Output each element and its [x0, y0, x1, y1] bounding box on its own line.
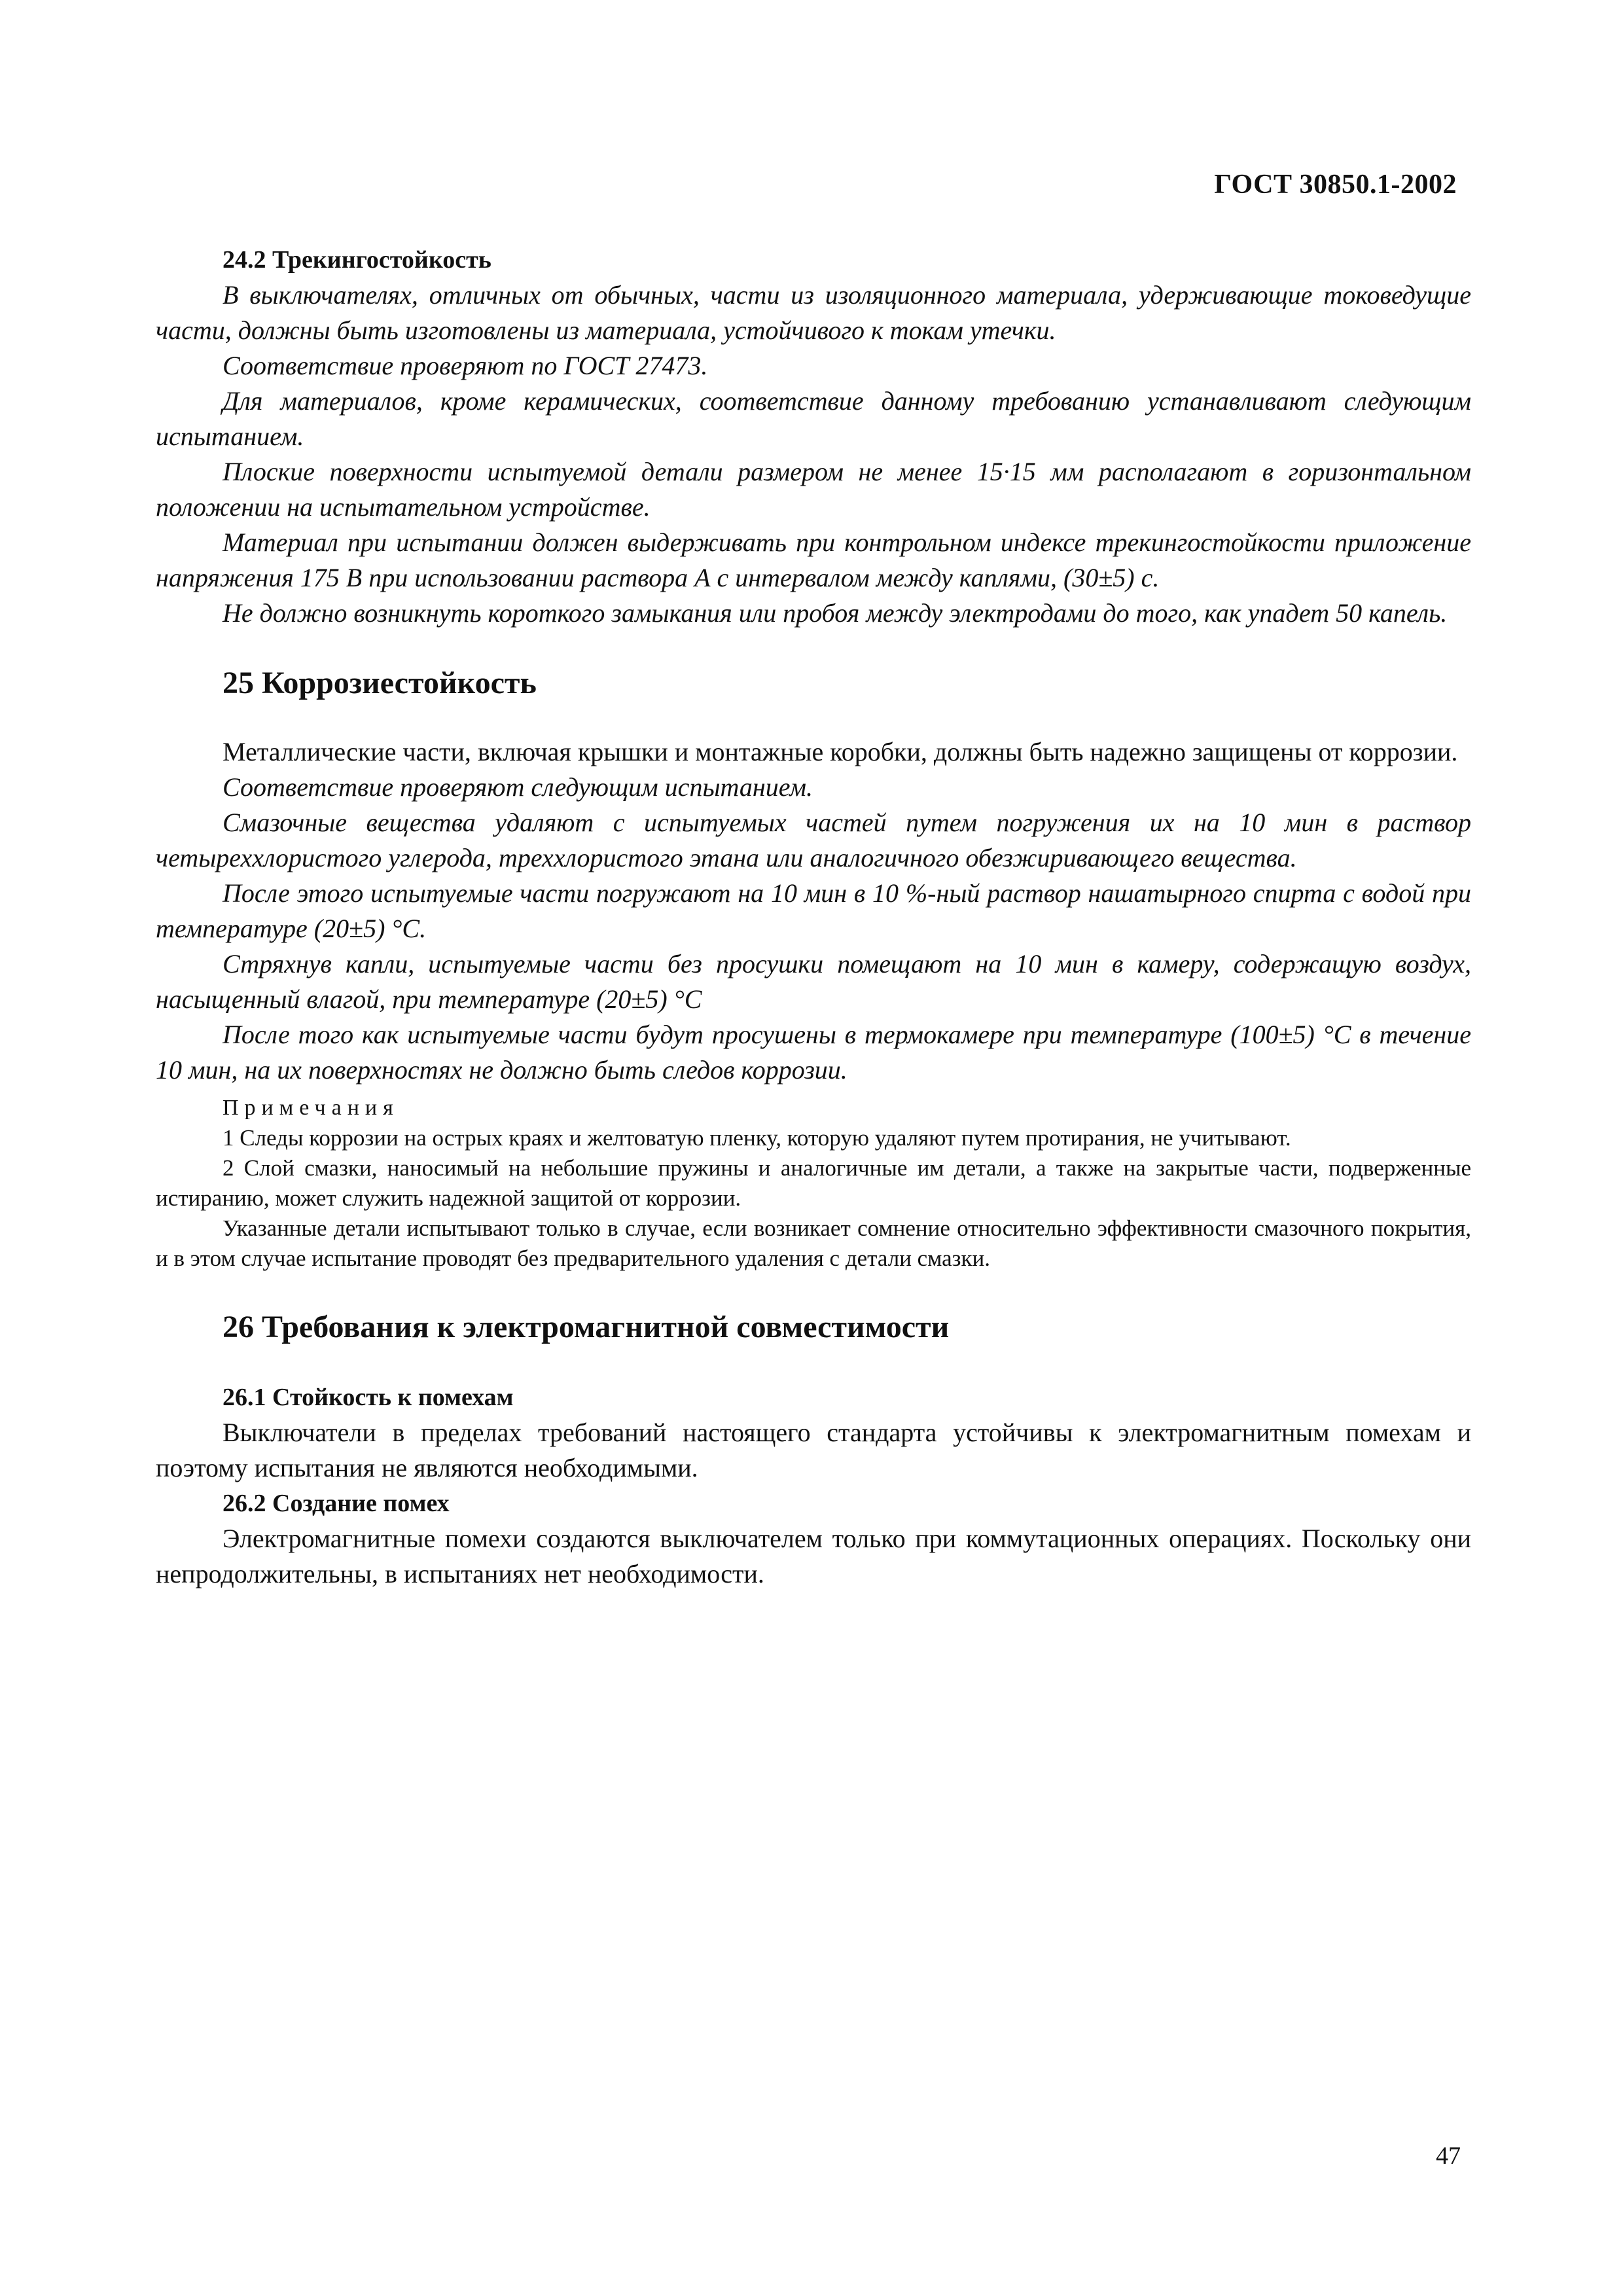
paragraph: Для материалов, кроме керамических, соответствие данному требованию устанавливают следующим испытанием. [156, 386, 1471, 451]
subsection-heading-26-2: 26.2 Создание помех [223, 1490, 450, 1517]
paragraph: Выключатели в пределах требований настоящего стандарта устойчивы к электромагнитным помехам и поэтому испытания не являются необходимыми. [156, 1418, 1471, 1482]
paragraph: Соответствие проверяют по ГОСТ 27473. [223, 351, 708, 380]
notes-heading: Примечания [223, 1096, 399, 1120]
section-heading-25: 25 Коррозиестойкость [223, 666, 537, 700]
paragraph: Плоские поверхности испытуемой детали размером не менее 15·15 мм располагают в горизонтальном положении на испытательном устройстве. [156, 457, 1471, 522]
paragraph: Стряхнув капли, испытуемые части без просушки помещают на 10 мин в камеру, содержащую воздух, насыщенный влагой, при температуре (20±5) °С [156, 949, 1471, 1014]
paragraph: Электромагнитные помехи создаются выключателем только при коммутационных операциях. Поскольку они непродолжительны, в испытаниях нет необходимости. [156, 1524, 1471, 1588]
paragraph: Не должно возникнуть короткого замыкания или пробоя между электродами до того, как упадет 50 капель. [223, 598, 1448, 628]
section-heading-26: 26 Требования к электромагнитной совместимости [223, 1310, 950, 1344]
paragraph: Материал при испытании должен выдерживать при контрольном индексе трекингостойкости приложение напряжения 175 В при использовании раствора А с интервалом между каплями, (30±5) с. [156, 528, 1471, 592]
subsection-heading-24-2: 24.2 Трекингостойкость [223, 246, 491, 274]
page-content [156, 242, 1471, 1592]
paragraph: Соответствие проверяют следующим испытанием. [223, 772, 813, 802]
paragraph: Металлические части, включая крышки и монтажные коробки, должны быть надежно защищены от коррозии. [223, 737, 1458, 766]
note-item: Указанные детали испытывают только в случае, если возникает сомнение относительно эффективности смазочного покрытия, и в этом случае испытание проводят без предварительного удаления с детали смазки. [156, 1215, 1471, 1271]
note-item: 2 Слой смазки, наносимый на небольшие пружины и аналогичные им детали, а также на закрытые части, подверженные истиранию, может служить надежной защитой от коррозии. [156, 1155, 1471, 1211]
paragraph: После того как испытуемые части будут просушены в термокамере при температуре (100±5) °С в течение 10 мин, на их поверхностях не должно быть следов коррозии. [156, 1020, 1471, 1085]
paragraph: В выключателях, отличных от обычных, части из изоляционного материала, удерживающие токоведущие части, должны быть изготовлены из материала, устойчивого к токам утечки. [156, 280, 1471, 345]
paragraph: Смазочные вещества удаляют с испытуемых частей путем погружения их на 10 мин в раствор четыреххлористого углерода, треххлористого этана или аналогичного обезжиривающего вещества. [156, 808, 1471, 872]
page-number: 47 [1436, 2142, 1461, 2170]
subsection-heading-26-1: 26.1 Стойкость к помехам [223, 1384, 514, 1411]
paragraph: После этого испытуемые части погружают на 10 мин в 10 %-ный раствор нашатырного спирта с водой при температуре (20±5) °С. [156, 878, 1471, 943]
note-item: 1 Следы коррозии на острых краях и желтоватую пленку, которую удаляют путем протирания, не учитывают. [223, 1125, 1291, 1151]
document-code: ГОСТ 30850.1-2002 [1214, 170, 1457, 200]
